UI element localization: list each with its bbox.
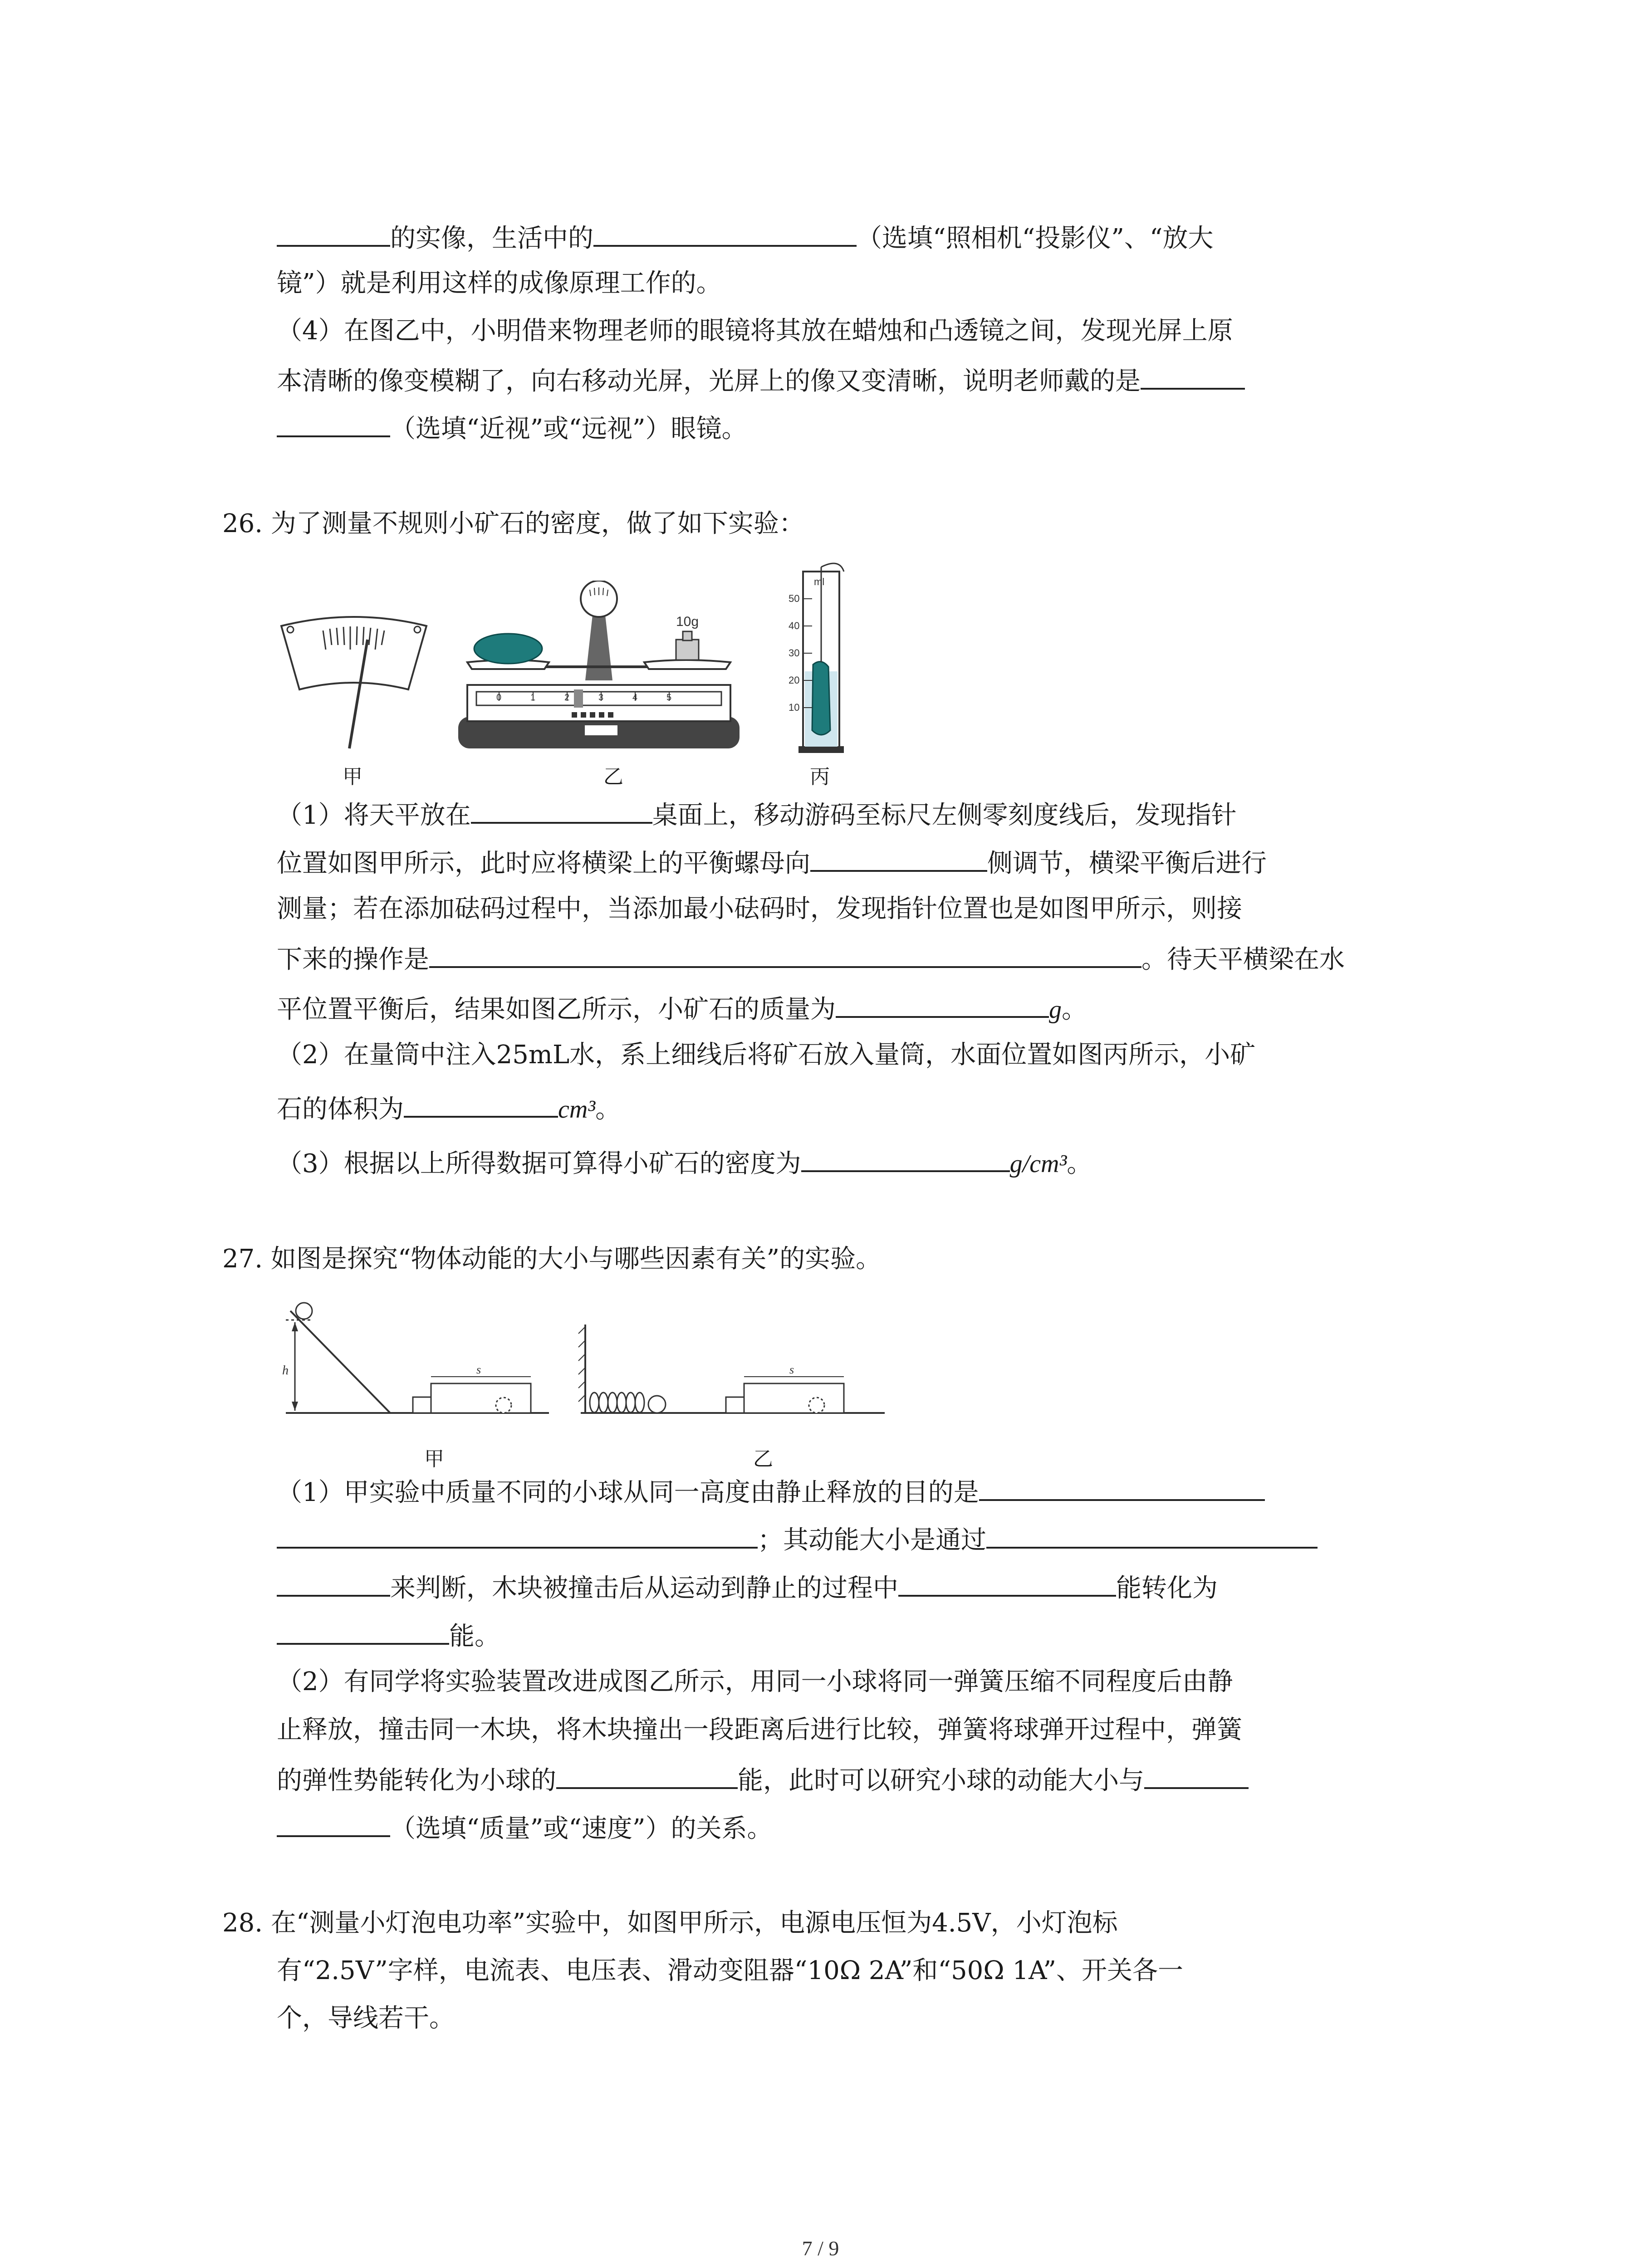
figure-label-yi: 乙 — [753, 1447, 773, 1471]
weight-label: 10g — [676, 614, 699, 629]
figure-label-bing: 丙 — [810, 765, 830, 788]
answer-blank[interactable] — [277, 1616, 449, 1645]
q26-line-2: 位置如图甲所示，此时应将横梁上的平衡螺母向 侧调节，横梁平衡后进行 — [277, 843, 1267, 882]
cylinder-unit-label: ml — [814, 576, 825, 587]
q28-line-1: 28. 在“测量小灯泡电功率”实验中，如图甲所示，电源电压恒为4.5V，小灯泡标 — [222, 1908, 1118, 1938]
answer-blank[interactable] — [1141, 361, 1245, 390]
answer-blank[interactable] — [277, 408, 390, 437]
answer-blank[interactable] — [277, 218, 390, 247]
page-number: 7 / 9 — [802, 2237, 839, 2260]
answer-blank[interactable] — [1144, 1760, 1249, 1789]
distance-label: s — [789, 1363, 794, 1376]
height-label: h — [282, 1364, 289, 1378]
cylinder-tick-label: 40 — [789, 620, 800, 631]
answer-blank[interactable] — [898, 1568, 1116, 1597]
answer-blank[interactable] — [471, 795, 652, 824]
q27-line-3: 来判断，木块被撞击后从运动到静止的过程中 能转化为 — [277, 1568, 1218, 1607]
answer-blank[interactable] — [801, 1143, 1010, 1172]
q26-line-7: 石的体积为 cm³。 — [277, 1089, 621, 1128]
cylinder-tick-label: 50 — [789, 593, 800, 604]
q25-line-4: 本清晰的像变模糊了，向右移动光屏，光屏上的像又变清晰，说明老师戴的是 — [277, 361, 1245, 400]
q27-line-6: 止释放，撞击同一木块，将木块撞出一段距离后进行比较，弹簧将球弹开过程中，弹簧 — [277, 1715, 1242, 1745]
distance-label: s — [476, 1363, 481, 1376]
answer-blank[interactable] — [836, 989, 1049, 1018]
q26-line-6: （2）在量筒中注入25mL水，系上细线后将矿石放入量筒，水面位置如图丙所示，小矿 — [277, 1040, 1256, 1070]
answer-blank[interactable] — [556, 1760, 738, 1789]
balance-tick-label: 1 — [530, 693, 536, 703]
answer-blank[interactable] — [277, 1568, 390, 1597]
q26-line-5: 平位置平衡后，结果如图乙所示，小矿石的质量为 g。 — [277, 989, 1087, 1028]
q27-line-5: （2）有同学将实验装置改进成图乙所示，用同一小球将同一弹簧压缩不同程度后由静 — [277, 1667, 1233, 1696]
answer-blank[interactable] — [986, 1520, 1318, 1549]
answer-blank[interactable] — [277, 1520, 758, 1549]
q28-line-3: 个，导线若干。 — [277, 2004, 455, 2033]
cylinder-tick-label: 30 — [789, 647, 800, 659]
cylinder-tick-label: 10 — [789, 702, 800, 713]
q26-line-4: 下来的操作是 。待天平横梁在水 — [277, 939, 1345, 978]
q26-line-1: （1）将天平放在 桌面上，移动游码至标尺左侧零刻度线后，发现指针 — [277, 795, 1237, 834]
balance-scale-ticks — [458, 581, 749, 753]
balance-tick-label: 4 — [632, 693, 638, 703]
figure-label-jia: 甲 — [424, 1447, 444, 1471]
balance-tick-label: 3 — [598, 693, 604, 703]
balance-tick-label: 2 — [564, 693, 570, 703]
q25-line-5: （选填“近视”或“远视”）眼镜。 — [277, 408, 747, 447]
q28-line-2: 有“2.5V”字样，电流表、电压表、滑动变阻器“10Ω 2A”和“50Ω 1A”、开关各一 — [277, 1956, 1183, 1985]
answer-blank[interactable] — [979, 1472, 1265, 1501]
q27-line-4: 能。 — [277, 1616, 500, 1655]
q26-line-8: （3）根据以上所得数据可算得小矿石的密度为 g/cm³。 — [277, 1143, 1092, 1182]
balance-pointer-figure — [272, 608, 436, 753]
q27-line-2: ；其动能大小是通过 — [277, 1520, 1318, 1559]
answer-blank[interactable] — [277, 1808, 390, 1837]
q27-line-1: （1）甲实验中质量不同的小球从同一高度由静止释放的目的是 — [277, 1472, 1265, 1511]
balance-tick-label: 5 — [666, 693, 672, 703]
q27-line-8: （选填“质量”或“速度”）的关系。 — [277, 1808, 773, 1847]
cylinder-tick-label: 20 — [789, 675, 800, 686]
answer-blank[interactable] — [593, 218, 857, 247]
q26-line-3: 测量；若在添加砝码过程中，当添加最小砝码时，发现指针位置也是如图甲所示，则接 — [277, 894, 1242, 924]
q25-line-2: 镜”）就是利用这样的成像原理工作的。 — [277, 269, 722, 298]
q27-line-7: 的弹性势能转化为小球的 能，此时可以研究小球的动能大小与 — [277, 1760, 1249, 1799]
answer-blank[interactable] — [810, 843, 987, 872]
figure-label-yi: 乙 — [603, 765, 623, 788]
q26-title: 26. 为了测量不规则小矿石的密度，做了如下实验： — [222, 509, 804, 538]
q25-line-3: （4）在图乙中，小明借来物理老师的眼镜将其放在蜡烛和凸透镜之间，发现光屏上原 — [277, 316, 1233, 346]
q25-line-1: 的实像，生活中的 （选填“照相机“投影仪”、“放大 — [277, 218, 1214, 257]
q27-title: 27. 如图是探究“物体动能的大小与哪些因素有关”的实验。 — [222, 1244, 882, 1274]
answer-blank[interactable] — [404, 1089, 558, 1118]
balance-tick-label: 0 — [496, 693, 502, 703]
measuring-cylinder-figure — [785, 558, 857, 758]
answer-blank[interactable] — [429, 939, 1141, 968]
kinetic-energy-figure — [277, 1297, 907, 1433]
figure-label-jia: 甲 — [343, 765, 362, 788]
